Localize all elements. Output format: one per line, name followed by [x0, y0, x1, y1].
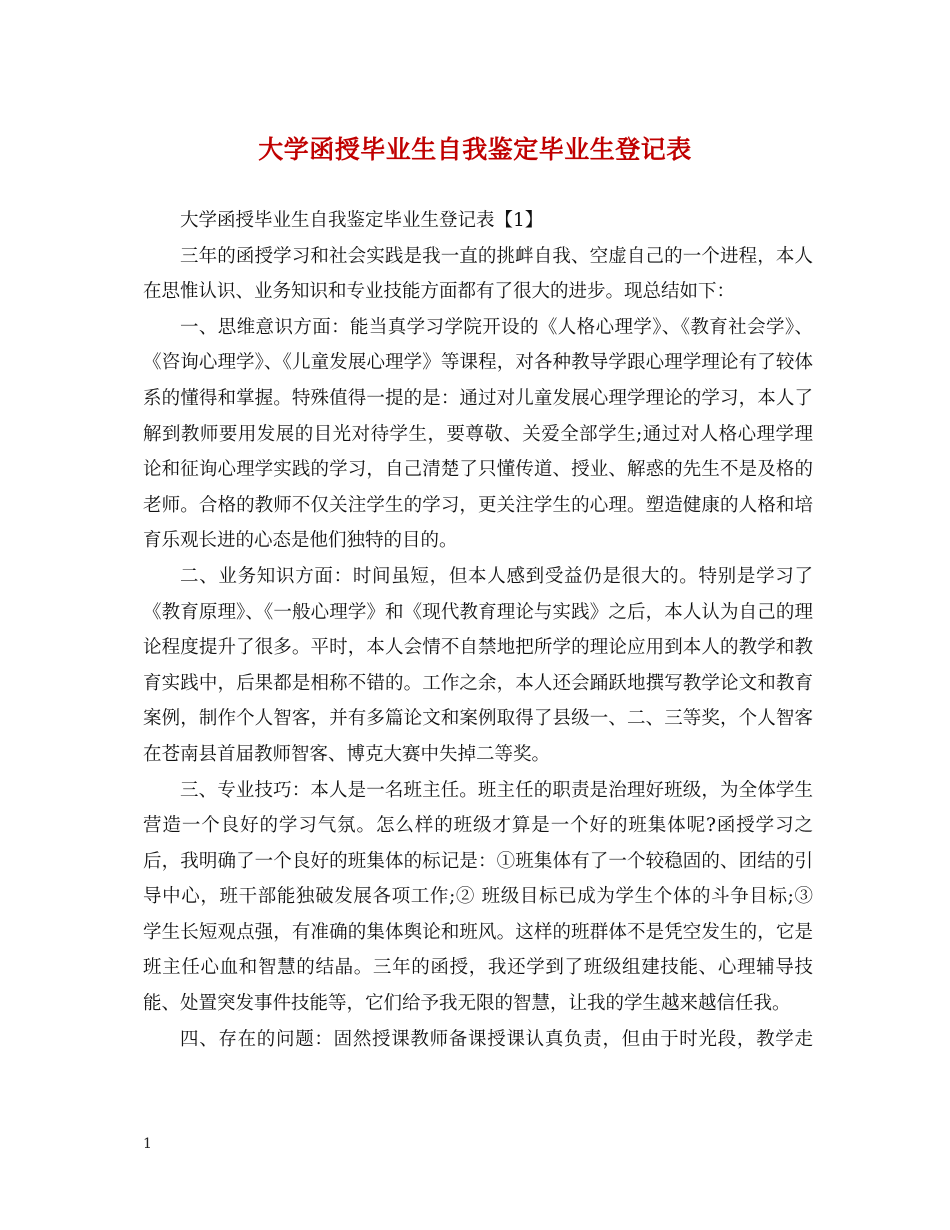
subheading-paragraph: 大学函授毕业生自我鉴定毕业生登记表【1】	[180, 210, 544, 231]
page-number: 1	[143, 1136, 152, 1152]
document-title: 大学函授毕业生自我鉴定毕业生登记表	[258, 135, 692, 164]
section-knowledge-paragraph: 二、业务知识方面：时间虽短，但本人感到受益仍是很大的。特别是学习了《教育原理》、《一般心理学》和《现代教育理论与实践》之后，本人认为自己的理论程度提升了很多。平时，本人会情不自禁地把所学的理论应用到本人的教学和教育实践中，后果都是相称不错的。工作之余，本人还会踊跃地撰写教学论文和教育案例，制作个人智客，并有多篇论文和案例取得了县级一、二、三等奖，个人智客在苍南县首届教师智客、博克大赛中失掉二等奖。	[143, 565, 813, 765]
section-thinking-paragraph: 一、思维意识方面：能当真学习学院开设的《人格心理学》、《教育社会学》、《咨询心理学》、《儿童发展心理学》等课程，对各种教导学跟心理学理论有了较体系的懂得和掌握。特殊值得一提的是：通过对儿童发展心理学理论的学习，本人了解到教师要用发展的目光对待学生，要尊敬、关爱全部学生;通过对人格心理学理论和征询心理学实践的学习，自己清楚了只懂传道、授业、解惑的先生不是及格的老师。合格的教师不仅关注学生的学习，更关注学生的心理。塑造健康的人格和培育乐观长进的心态是他们独特的目的。	[143, 316, 813, 552]
section-skills-paragraph: 三、专业技巧：本人是一名班主任。班主任的职责是治理好班级，为全体学生营造一个良好的学习气氛。怎么样的班级才算是一个好的班集体呢?函授学习之后，我明确了一个良好的班集体的标记是：①班集体有了一个较稳固的、团结的引导中心，班干部能独破发展各项工作;② 班级目标已成为学生个体的斗争目标;③ 学生长短观点强，有准确的集体舆论和班风。这样的班群体不是凭空发生的，它是班主任心血和智慧的结晶。三年的函授，我还学到了班级组建技能、心理辅导技能、处置突发事件技能等，它们给予我无限的智慧，让我的学生越来越信任我。	[143, 779, 813, 1015]
intro-paragraph: 三年的函授学习和社会实践是我一直的挑衅自我、空虚自己的一个进程，本人在思惟认识、业务知识和专业技能方面都有了很大的进步。现总结如下：	[143, 245, 813, 303]
document-body	[143, 203, 813, 1057]
section-problems-paragraph: 四、存在的问题：固然授课教师备课授课认真负责，但由于时光段，教学走	[180, 1028, 813, 1050]
